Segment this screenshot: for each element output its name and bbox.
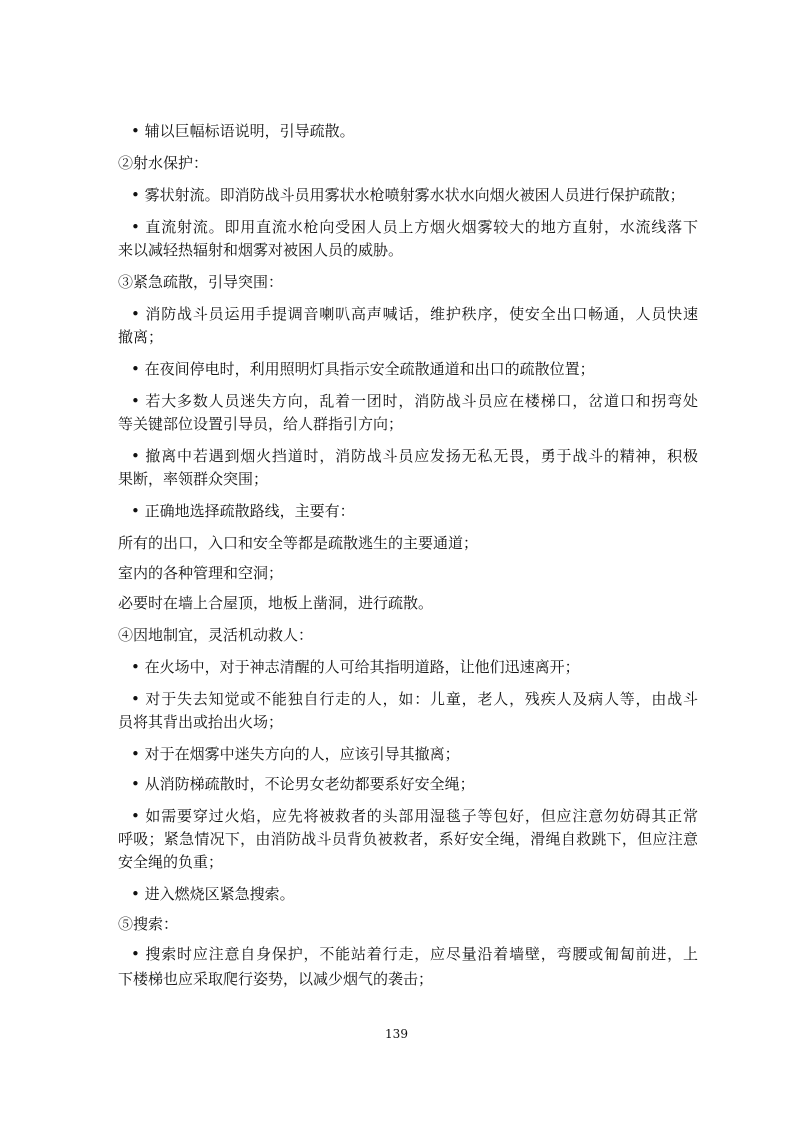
bullet-line: • 若大多数人员迷失方向，乱着一团时，消防战斗员应在楼梯口，岔道口和拐弯处: [131, 392, 698, 410]
continuation-line: 员将其背出或抬出火场；: [118, 713, 284, 731]
bullet-line: • 在夜间停电时，利用照明灯具指示安全疏散通道和出口的疏散位置；: [131, 360, 595, 378]
continuation-line: 来以减轻热辐射和烟雾对被困人员的威胁。: [118, 241, 404, 259]
bullet-line: • 正确地选择疏散路线，主要有：: [131, 502, 355, 520]
bullet-line: • 如需要穿过火焰，应先将被救者的头部用湿毯子等包好，但应注意勿妨碍其正常: [131, 807, 698, 825]
bullet-line: • 撤离中若遇到烟火挡道时，消防战斗员应发扬无私无畏，勇于战斗的精神，积极: [131, 447, 698, 465]
continuation-line: 撤离；: [118, 328, 164, 346]
continuation-line: 下楼梯也应采取爬行姿势，以减少烟气的袭击；: [118, 970, 434, 988]
section-heading-water-protection: ②射水保护：: [118, 154, 209, 172]
section-heading-emergency-evacuation: ③紧急疏散，引导突围：: [118, 273, 284, 291]
continuation-line: 呼吸；紧急情况下，由消防战斗员背负被救者，系好安全绳，滑绳自救跳下，但应注意: [118, 830, 698, 848]
bullet-line: • 从消防梯疏散时，不论男女老幼都要系好安全绳；: [131, 775, 475, 793]
section-heading-search: ⑤搜索：: [118, 915, 179, 933]
bullet-line: • 对于失去知觉或不能独自行走的人，如：儿童，老人，残疾人及病人等，由战斗: [131, 690, 698, 708]
bullet-line: • 对于在烟雾中迷失方向的人，应该引导其撤离；: [131, 745, 460, 763]
body-line: 室内的各种管理和空洞；: [118, 564, 284, 582]
body-line: 必要时在墙上合屋顶，地板上凿洞，进行疏散。: [118, 594, 434, 612]
continuation-line: 安全绳的负重；: [118, 853, 224, 871]
bullet-line: • 直流射流。即用直流水枪向受困人员上方烟火烟雾较大的地方直射，水流线落下: [131, 218, 698, 236]
body-line: 所有的出口，入口和安全等都是疏散逃生的主要通道；: [118, 534, 479, 552]
bullet-line: • 雾状射流。即消防战斗员用雾状水枪喷射雾水状水向烟火被困人员进行保护疏散；: [131, 186, 685, 204]
bullet-line: • 搜索时应注意自身保护，不能站着行走，应尽量沿着墙壁，弯腰或匍匐前进，上: [131, 945, 698, 963]
bullet-line: • 进入燃烧区紧急搜索。: [131, 885, 295, 903]
continuation-line: 等关键部位设置引导员，给人群指引方向；: [118, 415, 404, 433]
bullet-line: • 辅以巨幅标语说明，引导疏散。: [131, 122, 355, 140]
bullet-line: • 在火场中，对于神志清醒的人可给其指明道路，让他们迅速离开；: [131, 658, 580, 676]
section-heading-rescue: ④因地制宜，灵活机动救人：: [118, 626, 314, 644]
page-number: 139: [385, 1027, 408, 1041]
continuation-line: 果断，率领群众突围；: [118, 470, 269, 488]
bullet-line: • 消防战斗员运用手提调音喇叭高声喊话，维护秩序，使安全出口畅通，人员快速: [131, 305, 698, 323]
